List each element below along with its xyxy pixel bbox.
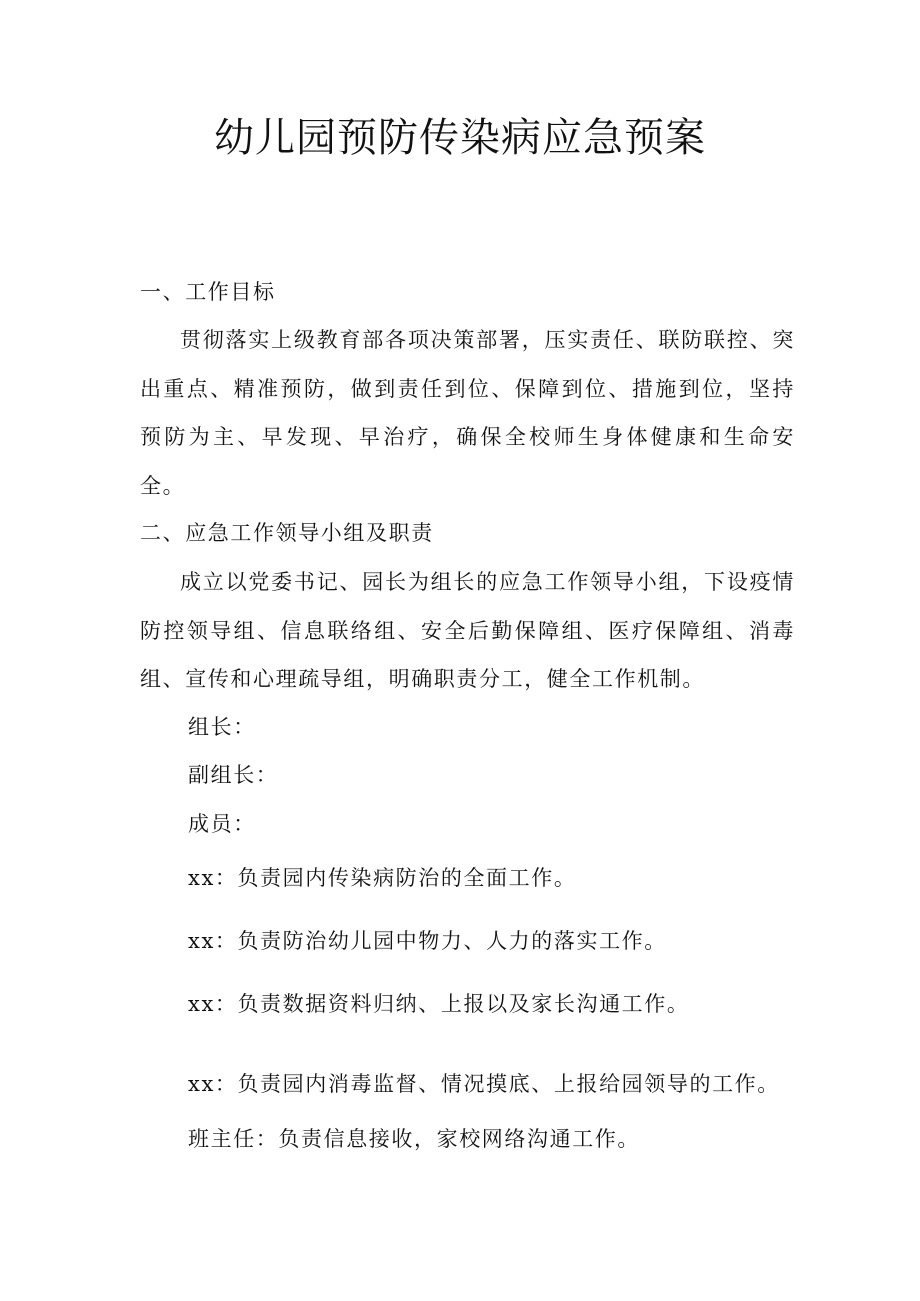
duty-item: 班主任：负责信息接收，家校网络沟通工作。 (188, 1127, 640, 1151)
section-heading-goals: 一、工作目标 (140, 280, 276, 304)
duty-item: xx：负责园内消毒监督、情况摸底、上报给园领导的工作。 (188, 1072, 780, 1096)
deputy-leader-label: 副组长： (188, 763, 279, 787)
duty-item: xx：负责数据资料归纳、上报以及家长沟通工作。 (188, 992, 690, 1016)
section-paragraph-leadership: 成立以党委书记、园长为组长的应急工作领导小组，下设疫情防控领导组、信息联络组、安全后勤保障组、医疗保障组、消毒组、宣传和心理疏导组，明确职责分工，健全工作机制。 (140, 570, 795, 692)
duty-item: xx：负责防治幼儿园中物力、人力的落实工作。 (188, 929, 667, 953)
duty-item: xx：负责园内传染病防治的全面工作。 (188, 866, 577, 890)
members-label: 成员： (188, 812, 256, 836)
section-paragraph-goals: 贯彻落实上级教育部各项决策部署，压实责任、联防联控、突出重点、精准预防，做到责任到位、保障到位、措施到位，坚持预防为主、早发现、早治疗，确保全校师生身体健康和生命安全。 (140, 328, 795, 499)
page-title: 幼儿园预防传染病应急预案 (214, 115, 706, 161)
section-heading-leadership: 二、应急工作领导小组及职责 (140, 521, 434, 545)
leader-label: 组长： (188, 715, 256, 739)
